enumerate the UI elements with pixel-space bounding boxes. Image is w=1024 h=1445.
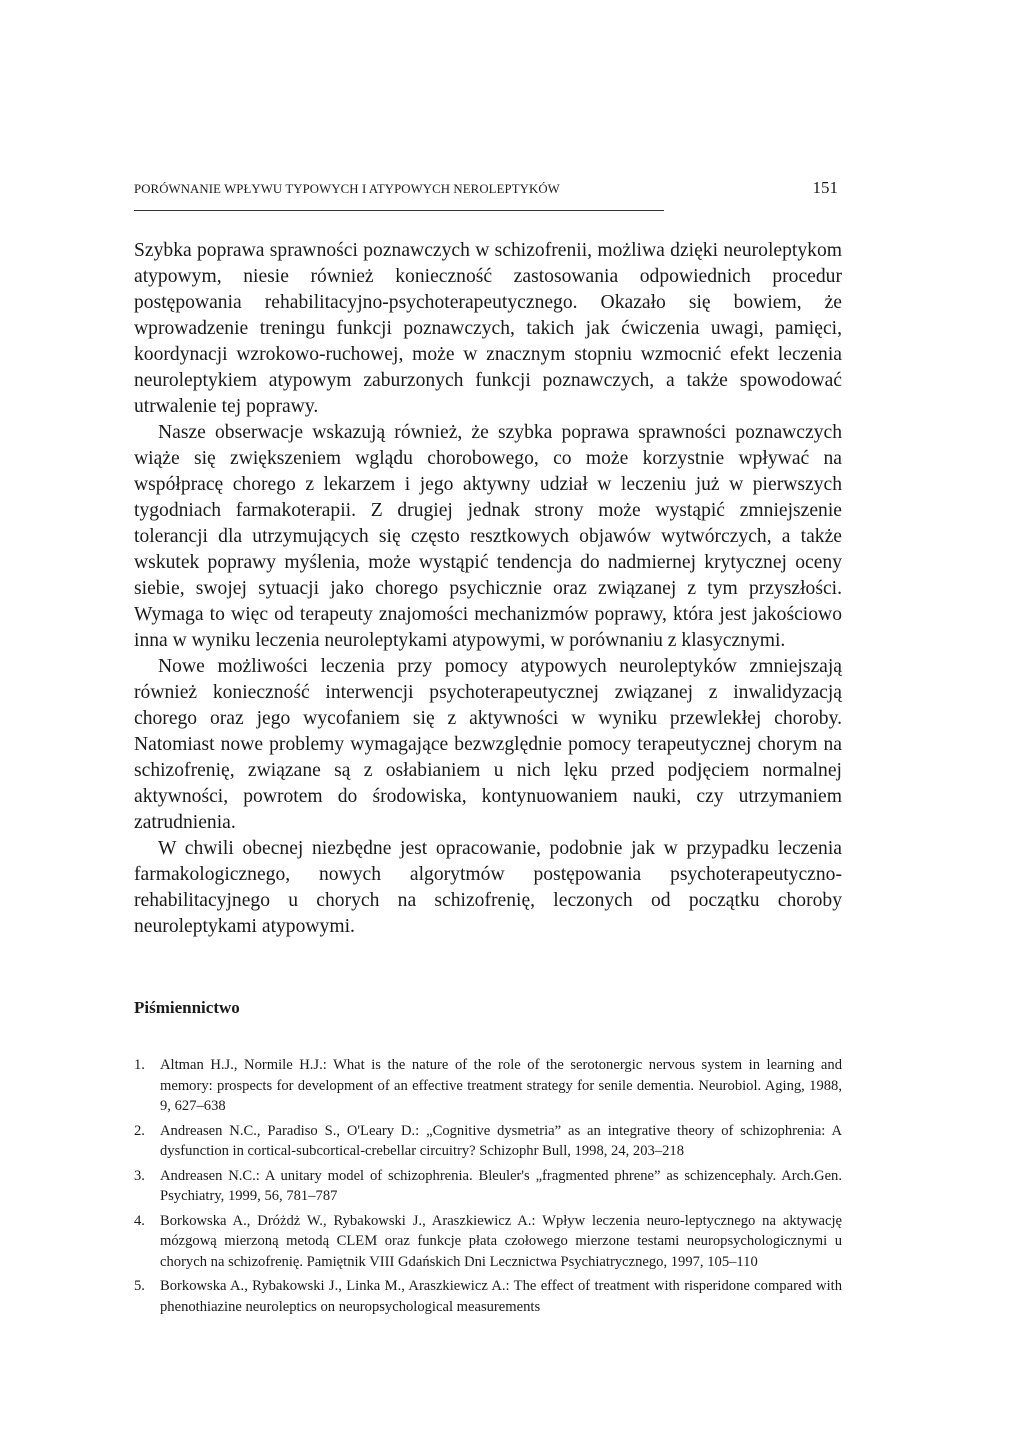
reference-number: 3. xyxy=(134,1167,145,1184)
running-head xyxy=(134,178,842,208)
reference-list xyxy=(134,1055,842,1317)
reference-item xyxy=(134,1121,842,1162)
reference-text: Borkowska A., Dróżdż W., Rybakowski J., Araszkiewicz A.: Wpływ leczenia neuro-leptycznego na aktywację mózgową mierzoną metodą CLEM oraz funkcje płata czołowego mierzone testami neuropsychologicznymi u chorych na schizofrenię. Pamiętnik VIII Gdańskich Dni Lecznictwa Psychiatrycznego, 1997, 105–110 xyxy=(160,1212,842,1270)
journal-page xyxy=(134,178,842,1321)
reference-text: Altman H.J., Normile H.J.: What is the nature of the role of the serotonergic nervous system in learning and memory: prospects for development of an effective treatment strategy for senile dementia. Neurobiol. Aging, 1988, 9, 627–638 xyxy=(160,1057,842,1114)
page-number: 151 xyxy=(812,178,838,197)
paragraph: Nasze obserwacje wskazują również, że szybka poprawa sprawności poznawczych wiąże się zwiększeniem wglądu chorobowego, co może korzystnie wpływać na współpracę chorego z lekarzem i jego aktywny udział w leczeniu już w pierwszych tygodniach farmakoterapii. Z drugiej jednak strony może wystąpić zmniejszenie tolerancji dla utrzymujących się często resztkowych objawów wytwórczych, a także wskutek poprawy myślenia, może wystąpić tendencja do nadmiernej krytycznej oceny siebie, swojej sytuacji jako chorego psychicznie oraz związanej z tym przyszłości. Wymaga to więc od terapeuty znajomości mechanizmów poprawy, która jest jakościowo inna w wyniku leczenia neuroleptykami atypowymi, w porównaniu z klasycznymi. xyxy=(134,422,842,651)
reference-number: 5. xyxy=(134,1278,145,1294)
reference-text: Borkowska A., Rybakowski J., Linka M., Araszkiewicz A.: The effect of treatment with risperidone compared with phenothiazine neuroleptics on neuropsychological measurements xyxy=(160,1278,842,1315)
paragraph: W chwili obecnej niezbędne jest opracowanie, podobnie jak w przypadku leczenia farmakologicznego, nowych algorytmów postępowania psychoterapeutyczno-rehabilitacyjnego u chorych na schizofrenię, leczonych od początku choroby neuroleptykami atypowymi. xyxy=(134,838,842,937)
body-text xyxy=(134,238,842,940)
reference-number: 1. xyxy=(134,1057,145,1073)
paragraph: Szybka poprawa sprawności poznawczych w schizofrenii, możliwa dzięki neuroleptykom atypowym, niesie również konieczność zastosowania odpowiednich procedur postępowania rehabilitacyjno-psychoterapeutycznego. Okazało się bowiem, że wprowadzenie treningu funkcji poznawczych, takich jak ćwiczenia uwagi, pamięci, koordynacji wzrokowo-ruchowej, może w znacznym stopniu wzmocnić efekt leczenia neuroleptykiem atypowym zaburzonych funkcji poznawczych, a także spowodować utrwalenie tej poprawy. xyxy=(134,240,842,417)
reference-item xyxy=(134,1211,842,1273)
paragraph: Nowe możliwości leczenia przy pomocy atypowych neuroleptyków zmniejszają również konieczność interwencji psychoterapeutycznej związanej z inwalidyzacją chorego oraz jego wycofaniem się z aktywności w wyniku przewlekłej choroby. Natomiast nowe problemy wymagające bezwzględnie pomocy terapeutycznej chorym na schizofrenię, związane są z osłabianiem u nich lęku przed podjęciem normalnej aktywności, powrotem do środowiska, kontynuowaniem nauki, czy utrzymaniem zatrudnienia. xyxy=(134,656,842,833)
reference-item xyxy=(134,1166,842,1207)
reference-text: Andreasen N.C., Paradiso S., O'Leary D.: „Cognitive dysmetria” as an integrative theory of schizophrenia: A dysfunction in cortical-subcortical-crebellar circuitry? Schizophr Bull, 1998, 24, 203–218 xyxy=(160,1122,842,1159)
reference-number: 4. xyxy=(134,1212,145,1229)
reference-text: Andreasen N.C.: A unitary model of schizophrenia. Bleuler's „fragmented phrene” as schizencephaly. Arch.Gen. Psychiatry, 1999, 56, 781–787 xyxy=(160,1167,842,1204)
reference-item xyxy=(134,1276,842,1317)
header-rule xyxy=(134,210,664,211)
references-heading: Piśmiennictwo xyxy=(134,998,240,1017)
reference-item xyxy=(134,1055,842,1117)
reference-number: 2. xyxy=(134,1122,145,1139)
running-title: PORÓWNANIE WPŁYWU TYPOWYCH I ATYPOWYCH NEROLEPTYKÓW xyxy=(134,182,560,196)
